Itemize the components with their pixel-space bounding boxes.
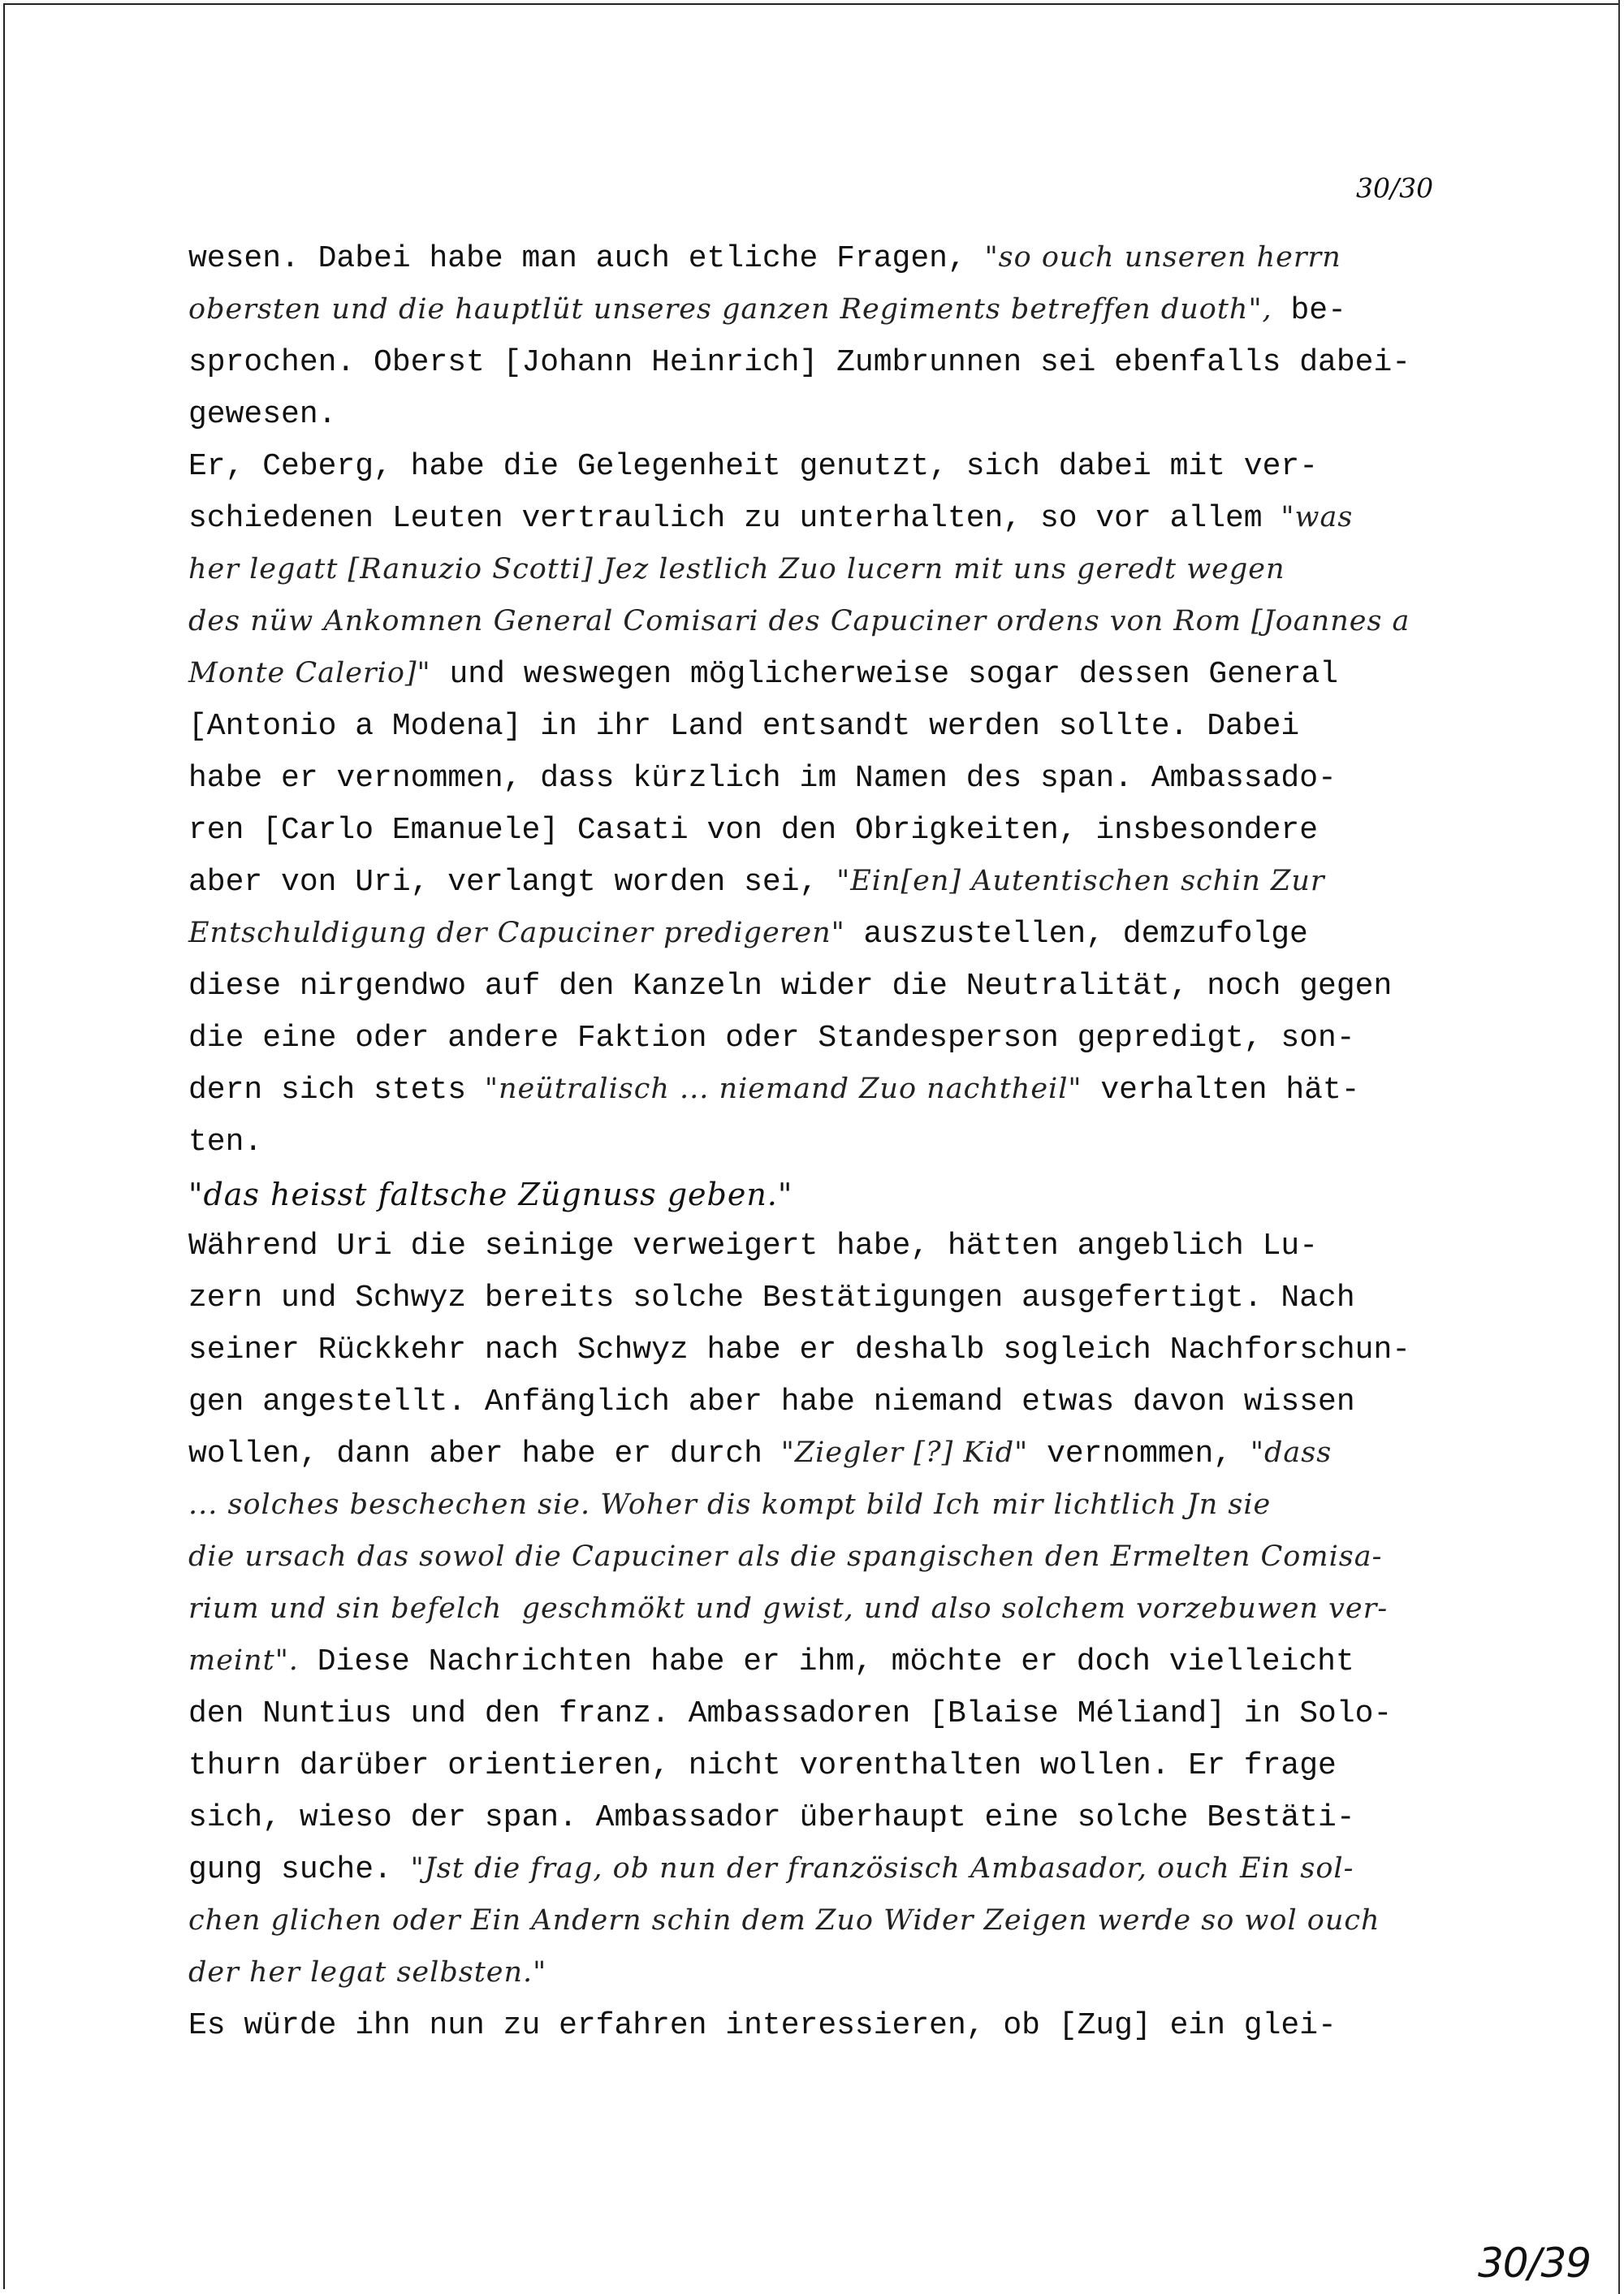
text-line (188, 815, 1318, 846)
body-text: wesen. Dabei habe man auch etliche Fragen, (188, 241, 985, 276)
quoted-source-text: her legatt [Ranuzio Scotti] Jez lestlich Zuo lucern mit uns geredt wegen (188, 553, 1285, 585)
text-line (188, 1075, 1360, 1106)
text-line (188, 1540, 1383, 1574)
text-line (188, 503, 1353, 534)
body-text: sprochen. Oberst [Johann Heinrich] Zumbrunnen sei ebenfalls dabei- (188, 345, 1411, 380)
handwritten-quote: "das heisst faltsche Zügnuss geben." (188, 1177, 793, 1212)
text-line (188, 919, 1308, 950)
quoted-source-text: "dass (1250, 1436, 1332, 1469)
body-text: thurn darüber orientieren, nicht vorenthalten wollen. Er frage (188, 1748, 1337, 1783)
body-text: ren [Carlo Emanuele] Casati von den Obrigkeiten, insbesondere (188, 813, 1319, 848)
body-text: dern sich stets (188, 1073, 485, 1108)
text-line (188, 1956, 547, 1989)
body-text: sich, wieso der span. Ambassador überhaupt eine solche Bestäti- (188, 1800, 1355, 1835)
text-line (188, 1335, 1410, 1366)
body-text: Diese Nachrichten habe er ihm, möchte er doch vielleicht (298, 1644, 1354, 1679)
body-text: Er, Ceberg, habe die Gelegenheit genutzt, sich dabei mit ver- (188, 449, 1319, 484)
text-line (188, 1696, 1393, 1731)
text-line (188, 1023, 1355, 1054)
body-text: gewesen. (188, 397, 337, 432)
page-number: 30/30 (1356, 172, 1434, 204)
body-text: be- (1272, 293, 1346, 328)
quoted-source-text: chen glichen oder Ein Andern schin dem Zuo Wider Zeigen werde so wol ouch (188, 1904, 1380, 1937)
body-text: seiner Rückkehr nach Schwyz habe er deshalb sogleich Nachforschun- (188, 1333, 1411, 1367)
quoted-source-text: Monte Calerio]" (188, 657, 431, 689)
body-text: und weswegen möglicherweise sogar dessen General (430, 657, 1339, 692)
text-line (188, 1748, 1337, 1783)
quoted-source-text: "neütralisch ... niemand Zuo nachtheil" (484, 1073, 1082, 1105)
quoted-source-text: Entschuldigung der Capuciner predigeren" (188, 917, 845, 949)
quoted-source-text: rium und sin befelch geschmökt und gwist, und also solchem vorzebuwen ver- (188, 1592, 1389, 1625)
text-line (188, 1231, 1318, 1262)
body-text: wollen, dann aber habe er durch (188, 1436, 781, 1471)
text-line (188, 1904, 1380, 1938)
body-text: auszustellen, demzufolge (844, 917, 1308, 952)
text-line (188, 1387, 1355, 1418)
text-line (188, 241, 1341, 276)
text-line (188, 1644, 1354, 1679)
quoted-source-text: "so ouch unseren herrn (984, 241, 1341, 274)
text-line (188, 971, 1392, 1002)
text-line (188, 2008, 1337, 2043)
text-line (188, 1436, 1332, 1471)
quoted-source-text: "was (1281, 501, 1354, 534)
text-line (188, 451, 1318, 482)
body-text: zern und Schwyz bereits solche Bestätigungen ausgefertigt. Nach (188, 1281, 1355, 1315)
quoted-source-text: "Jst die frag, ob nun der französisch Ambasador, ouch Ein sol- (410, 1852, 1354, 1885)
text-line (188, 1179, 793, 1213)
text-line (188, 1852, 1354, 1887)
quoted-source-text: obersten und die hauptlüt unseres ganzen Regiments betreffen duoth", (188, 293, 1272, 326)
text-line (188, 867, 1325, 898)
body-text: diese nirgendwo auf den Kanzeln wider die Neutralität, noch gegen (188, 969, 1393, 1004)
quoted-source-text: der her legat selbsten." (188, 1956, 547, 1989)
text-line (188, 1592, 1389, 1626)
text-line (188, 397, 337, 432)
body-text: die eine oder andere Faktion oder Standesperson gepredigt, son- (188, 1021, 1355, 1056)
body-text: ten. (188, 1125, 263, 1160)
text-line (188, 1283, 1355, 1314)
quoted-source-text: die ursach das sowol die Capuciner als die spangischen den Ermelten Comisa- (188, 1540, 1383, 1573)
body-text: gung suche. (188, 1852, 411, 1887)
quoted-source-text: meint". (188, 1644, 299, 1677)
body-text: Während Uri die seinige verweigert habe, hätten angeblich Lu- (188, 1229, 1319, 1264)
page-edge (1618, 0, 1620, 2294)
quoted-source-text: des nüw Ankomnen General Comisari des Capuciner ordens von Rom [Joannes a (188, 605, 1410, 637)
text-line (188, 1488, 1272, 1522)
text-line (188, 659, 1338, 690)
body-text: [Antonio a Modena] in ihr Land entsandt werden sollte. Dabei (188, 709, 1300, 744)
text-line (188, 711, 1299, 742)
body-text: vernommen, (1028, 1436, 1250, 1471)
handwritten-folio-number: 30/39 (1478, 2240, 1592, 2287)
body-text: aber von Uri, verlangt worden sei, (188, 865, 837, 900)
text-line (188, 1800, 1355, 1835)
text-line (188, 555, 1285, 586)
text-line (188, 763, 1337, 794)
quoted-source-text: ... solches beschechen sie. Woher dis kompt bild Ich mir lichtlich Jn sie (188, 1488, 1272, 1521)
body-text: den Nuntius und den franz. Ambassadoren [Blaise Méliand] in Solo- (188, 1696, 1393, 1731)
text-line (188, 1127, 262, 1158)
quoted-source-text: "Ziegler [?] Kid" (780, 1436, 1029, 1469)
text-line (188, 607, 1410, 638)
quoted-source-text: "Ein[en] Autentischen schin Zur (836, 865, 1325, 897)
body-text: Es würde ihn nun zu erfahren interessieren, ob [Zug] ein glei- (188, 2008, 1337, 2043)
text-line (188, 293, 1346, 328)
body-text: schiedenen Leuten vertraulich zu unterhalten, so vor allem (188, 501, 1281, 536)
body-text: habe er vernommen, dass kürzlich im Namen des span. Ambassado- (188, 761, 1337, 796)
body-text: verhalten hät- (1082, 1073, 1360, 1108)
text-line (188, 345, 1411, 380)
body-text: gen angestellt. Anfänglich aber habe niemand etwas davon wissen (188, 1385, 1355, 1419)
